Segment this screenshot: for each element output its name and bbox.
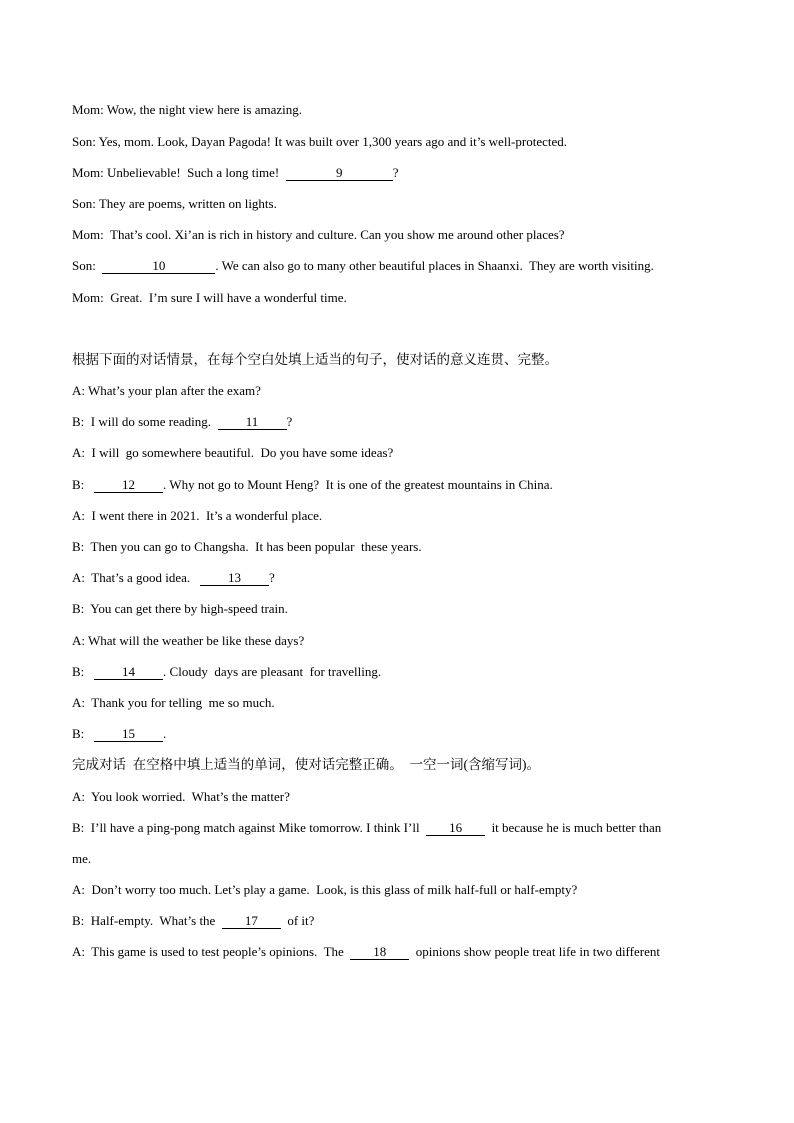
section-instruction: 根据下面的对话情景，在每个空白处填上适当的句子，使对话的意义连贯、完整。 — [72, 351, 558, 367]
dialogue-line: A: What’s your plan after the exam? — [72, 383, 261, 399]
answer-blank-17: 17 — [222, 914, 281, 929]
dialogue-line-continuation: me. — [72, 850, 92, 866]
answer-blank-9: 9 — [286, 166, 393, 181]
dialogue-line — [72, 562, 752, 593]
answer-blank-13: 13 — [200, 571, 269, 586]
line-text: . Cloudy days are pleasant for travelling. — [163, 663, 382, 679]
dialogue-line — [72, 157, 752, 188]
dialogue-line — [72, 656, 752, 687]
line-text: B: I will do some reading. — [72, 414, 218, 430]
answer-blank-14: 14 — [94, 665, 163, 680]
line-text: B: — [72, 476, 95, 492]
dialogue-line: Mom: Great. I’m sure I will have a wonderful time. — [72, 289, 347, 305]
dialogue-line: Son: Yes, mom. Look, Dayan Pagoda! It was built over 1,300 years ago and it’s well-protected. — [72, 133, 567, 149]
line-text: B: I’ll have a ping-pong match against Mike tomorrow. I think I’ll — [72, 819, 427, 835]
dialogue-line: Son: They are poems, written on lights. — [72, 195, 277, 211]
line-text: opinions show people treat life in two different — [409, 944, 660, 960]
dialogue-line — [72, 905, 752, 936]
dialogue-line: B: You can get there by high-speed train. — [72, 601, 288, 617]
dialogue-line: A: What will the weather be like these days? — [72, 632, 305, 648]
line-text: B: — [72, 663, 95, 679]
answer-blank-12: 12 — [94, 478, 163, 493]
dialogue-line: A: Thank you for telling me so much. — [72, 694, 275, 710]
answer-blank-11: 11 — [218, 415, 287, 430]
line-text: Son: — [72, 258, 103, 274]
line-text: ? — [268, 570, 275, 586]
line-text: A: This game is used to test people’s opinions. The — [72, 944, 351, 960]
dialogue-line: A: Don’t worry too much. Let’s play a game. Look, is this glass of milk half-full or half-empty? — [72, 882, 578, 898]
line-text: . We can also go to many other beautiful places in Shaanxi. They are worth visiting. — [215, 258, 654, 274]
answer-blank-18: 18 — [350, 945, 409, 960]
document-page — [72, 94, 752, 967]
line-text: ? — [392, 164, 399, 180]
dialogue-line: A: I will go somewhere beautiful. Do you have some ideas? — [72, 445, 394, 461]
line-text: B: — [72, 726, 95, 742]
dialogue-line: B: Then you can go to Changsha. It has been popular these years. — [72, 539, 422, 555]
dialogue-line — [72, 718, 752, 749]
section-instruction: 完成对话 在空格中填上适当的单词，使对话完整正确。 一空一词(含缩写词)。 — [72, 757, 540, 773]
line-text: ? — [286, 414, 293, 430]
dialogue-1 — [72, 94, 752, 312]
dialogue-2 — [72, 344, 752, 749]
line-text: it because he is much better than — [485, 819, 662, 835]
line-text: B: Half-empty. What’s the — [72, 913, 222, 929]
dialogue-line — [72, 250, 752, 281]
answer-blank-16: 16 — [426, 821, 485, 836]
dialogue-line — [72, 406, 752, 437]
line-text: . — [163, 726, 167, 742]
line-text: . Why not go to Mount Heng? It is one of the greatest mountains in China. — [163, 476, 553, 492]
line-text: A: That’s a good idea. — [72, 570, 200, 586]
dialogue-line: A: You look worried. What’s the matter? — [72, 788, 290, 804]
dialogue-line: Mom: That’s cool. Xi’an is rich in history and culture. Can you show me around other places? — [72, 227, 565, 243]
answer-blank-10: 10 — [102, 259, 215, 274]
dialogue-3 — [72, 749, 752, 967]
dialogue-line — [72, 812, 752, 843]
line-text: of it? — [280, 913, 315, 929]
dialogue-line — [72, 469, 752, 500]
dialogue-line: A: I went there in 2021. It’s a wonderful place. — [72, 507, 323, 523]
answer-blank-15: 15 — [94, 727, 163, 742]
dialogue-line: Mom: Wow, the night view here is amazing. — [72, 102, 303, 118]
line-text: Mom: Unbelievable! Such a long time! — [72, 164, 286, 180]
dialogue-line — [72, 936, 752, 967]
